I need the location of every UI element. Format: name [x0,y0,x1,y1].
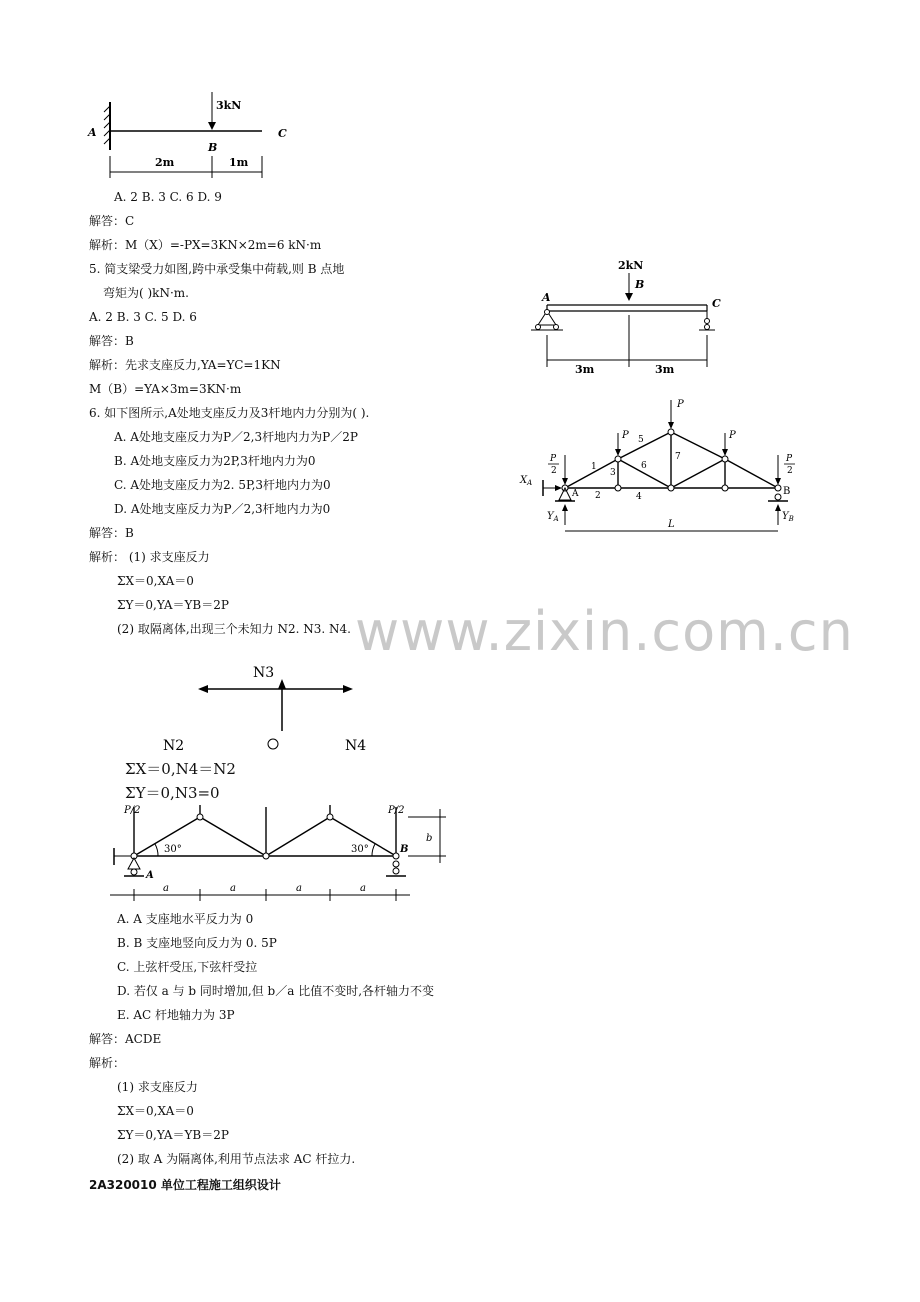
n4-label: N4 [345,738,367,754]
angle-right: 30° [351,844,369,855]
n3-label: N3 [253,665,275,681]
member-6: 6 [641,461,647,471]
q5-answer: 解答：B [89,334,134,348]
q6-analysis: 解析： (1) 求支座反力 [89,550,210,564]
point-a-label: A [88,126,97,139]
member-2: 2 [595,491,601,501]
support-a-label: A [572,489,579,499]
q6-option-b: B. A处地支座反力为2P,3杆地内力为0 [114,454,316,468]
reaction-ya: $Y_A$ [547,511,559,523]
load-half-right-den: 2 [787,466,793,476]
q7-step-1: (1) 求支座反力 [117,1080,198,1094]
support-a-label: A [146,870,154,881]
q7-option-d: D. 若仅 a 与 b 同时增加,但 b／a 比值不变时,各杆轴力不变 [117,984,435,998]
q7-option-a: A. A 支座地水平反力为 0 [117,912,254,926]
truss-figure-2 [100,805,460,910]
height-b-label: b [426,833,433,844]
dim-a-2: a [230,883,236,894]
support-b-label: B [783,486,791,497]
load-p-right: P [729,430,736,441]
dim-3m-left: 3m [575,363,595,376]
load-p-left: P [622,430,629,441]
dim-2m: 2m [155,156,175,169]
load-half-left-num: P [550,454,557,464]
load-label: 3kN [216,99,242,112]
simple-beam-figure [525,255,735,380]
member-7: 7 [675,452,681,462]
q6-option-c: C. A处地支座反力为2. 5P,3杆地内力为0 [114,478,331,492]
dim-a-4: a [360,883,366,894]
q4-answer: 解答：C [89,214,135,228]
q6-equation-3: ΣX＝0,N4＝N2 [125,760,236,778]
q5-analysis-2: M（B）=YA×3m=3KN·m [89,382,242,396]
q7-option-b: B. B 支座地竖向反力为 0. 5P [117,936,277,950]
dim-a-1: a [163,883,169,894]
reaction-yb: $Y_B$ [782,511,794,523]
q6-option-a: A. A处地支座反力为P／2,3杆地内力为P／2P [114,430,358,444]
reaction-xa: $X_A$ [520,475,533,487]
q4-options: A. 2 B. 3 C. 6 D. 9 [114,190,222,204]
load-p-top: P [677,399,684,410]
q5-options: A. 2 B. 3 C. 5 D. 6 [89,310,197,324]
point-a-label: A [542,291,551,304]
q5-title: 5. 简支梁受力如图,跨中承受集中荷载,则 B 点地 [89,262,345,276]
q7-answer: 解答：ACDE [89,1032,162,1046]
span-l-label: L [668,519,675,530]
truss-figure [515,395,805,540]
q7-option-e: E. AC 杆地轴力为 3P [117,1008,235,1022]
free-body-diagram [160,655,490,755]
load-half-right: P/2 [388,805,405,816]
point-b-label: B [208,141,218,154]
q6-step-2: (2) 取隔离体,出现三个未知力 N2. N3. N4. [117,622,351,636]
q4-analysis: 解析：M（X）=-PX=3KN×2m=6 kN·m [89,238,322,252]
member-3: 3 [610,468,616,478]
q7-step-2: (2) 取 A 为隔离体,利用节点法求 AC 杆拉力. [117,1152,356,1166]
q6-equation-1: ΣX＝0,XA＝0 [117,574,194,588]
q6-option-d: D. A处地支座反力为P／2,3杆地内力为0 [114,502,331,516]
load-half-left: P/2 [124,805,141,816]
angle-left: 30° [164,844,182,855]
q5-title-line2: 弯矩为( )kN·m. [103,286,189,300]
cantilever-beam-figure [80,90,300,190]
dim-3m-right: 3m [655,363,675,376]
point-c-label: C [712,297,721,310]
q6-answer: 解答：B [89,526,134,540]
point-b-label: B [635,278,645,291]
q6-equation-2: ΣY＝0,YA＝YB＝2P [117,598,229,612]
member-4: 4 [636,492,642,502]
n2-label: N2 [163,738,185,754]
point-c-label: C [278,127,287,140]
dim-1m: 1m [229,156,249,169]
q7-equation-2: ΣY＝0,YA＝YB＝2P [117,1128,229,1142]
section-heading: 2A320010 单位工程施工组织设计 [89,1178,281,1192]
load-half-right-num: P [786,454,793,464]
dim-a-3: a [296,883,302,894]
q7-equation-1: ΣX＝0,XA＝0 [117,1104,194,1118]
q7-analysis: 解析： [89,1056,126,1070]
load-half-left-den: 2 [551,466,557,476]
q5-analysis-1: 解析：先求支座反力,YA=YC=1KN [89,358,281,372]
watermark: www.zixin.com.cn [355,600,854,663]
load-label: 2kN [618,259,644,272]
member-5: 5 [638,435,644,445]
support-b-label: B [400,844,409,855]
q7-option-c: C. 上弦杆受压,下弦杆受拉 [117,960,258,974]
q6-title: 6. 如下图所示,A处地支座反力及3杆地内力分别为( ). [89,406,370,420]
q6-equation-4: ΣY＝0,N3=0 [125,784,220,802]
member-1: 1 [591,462,597,472]
